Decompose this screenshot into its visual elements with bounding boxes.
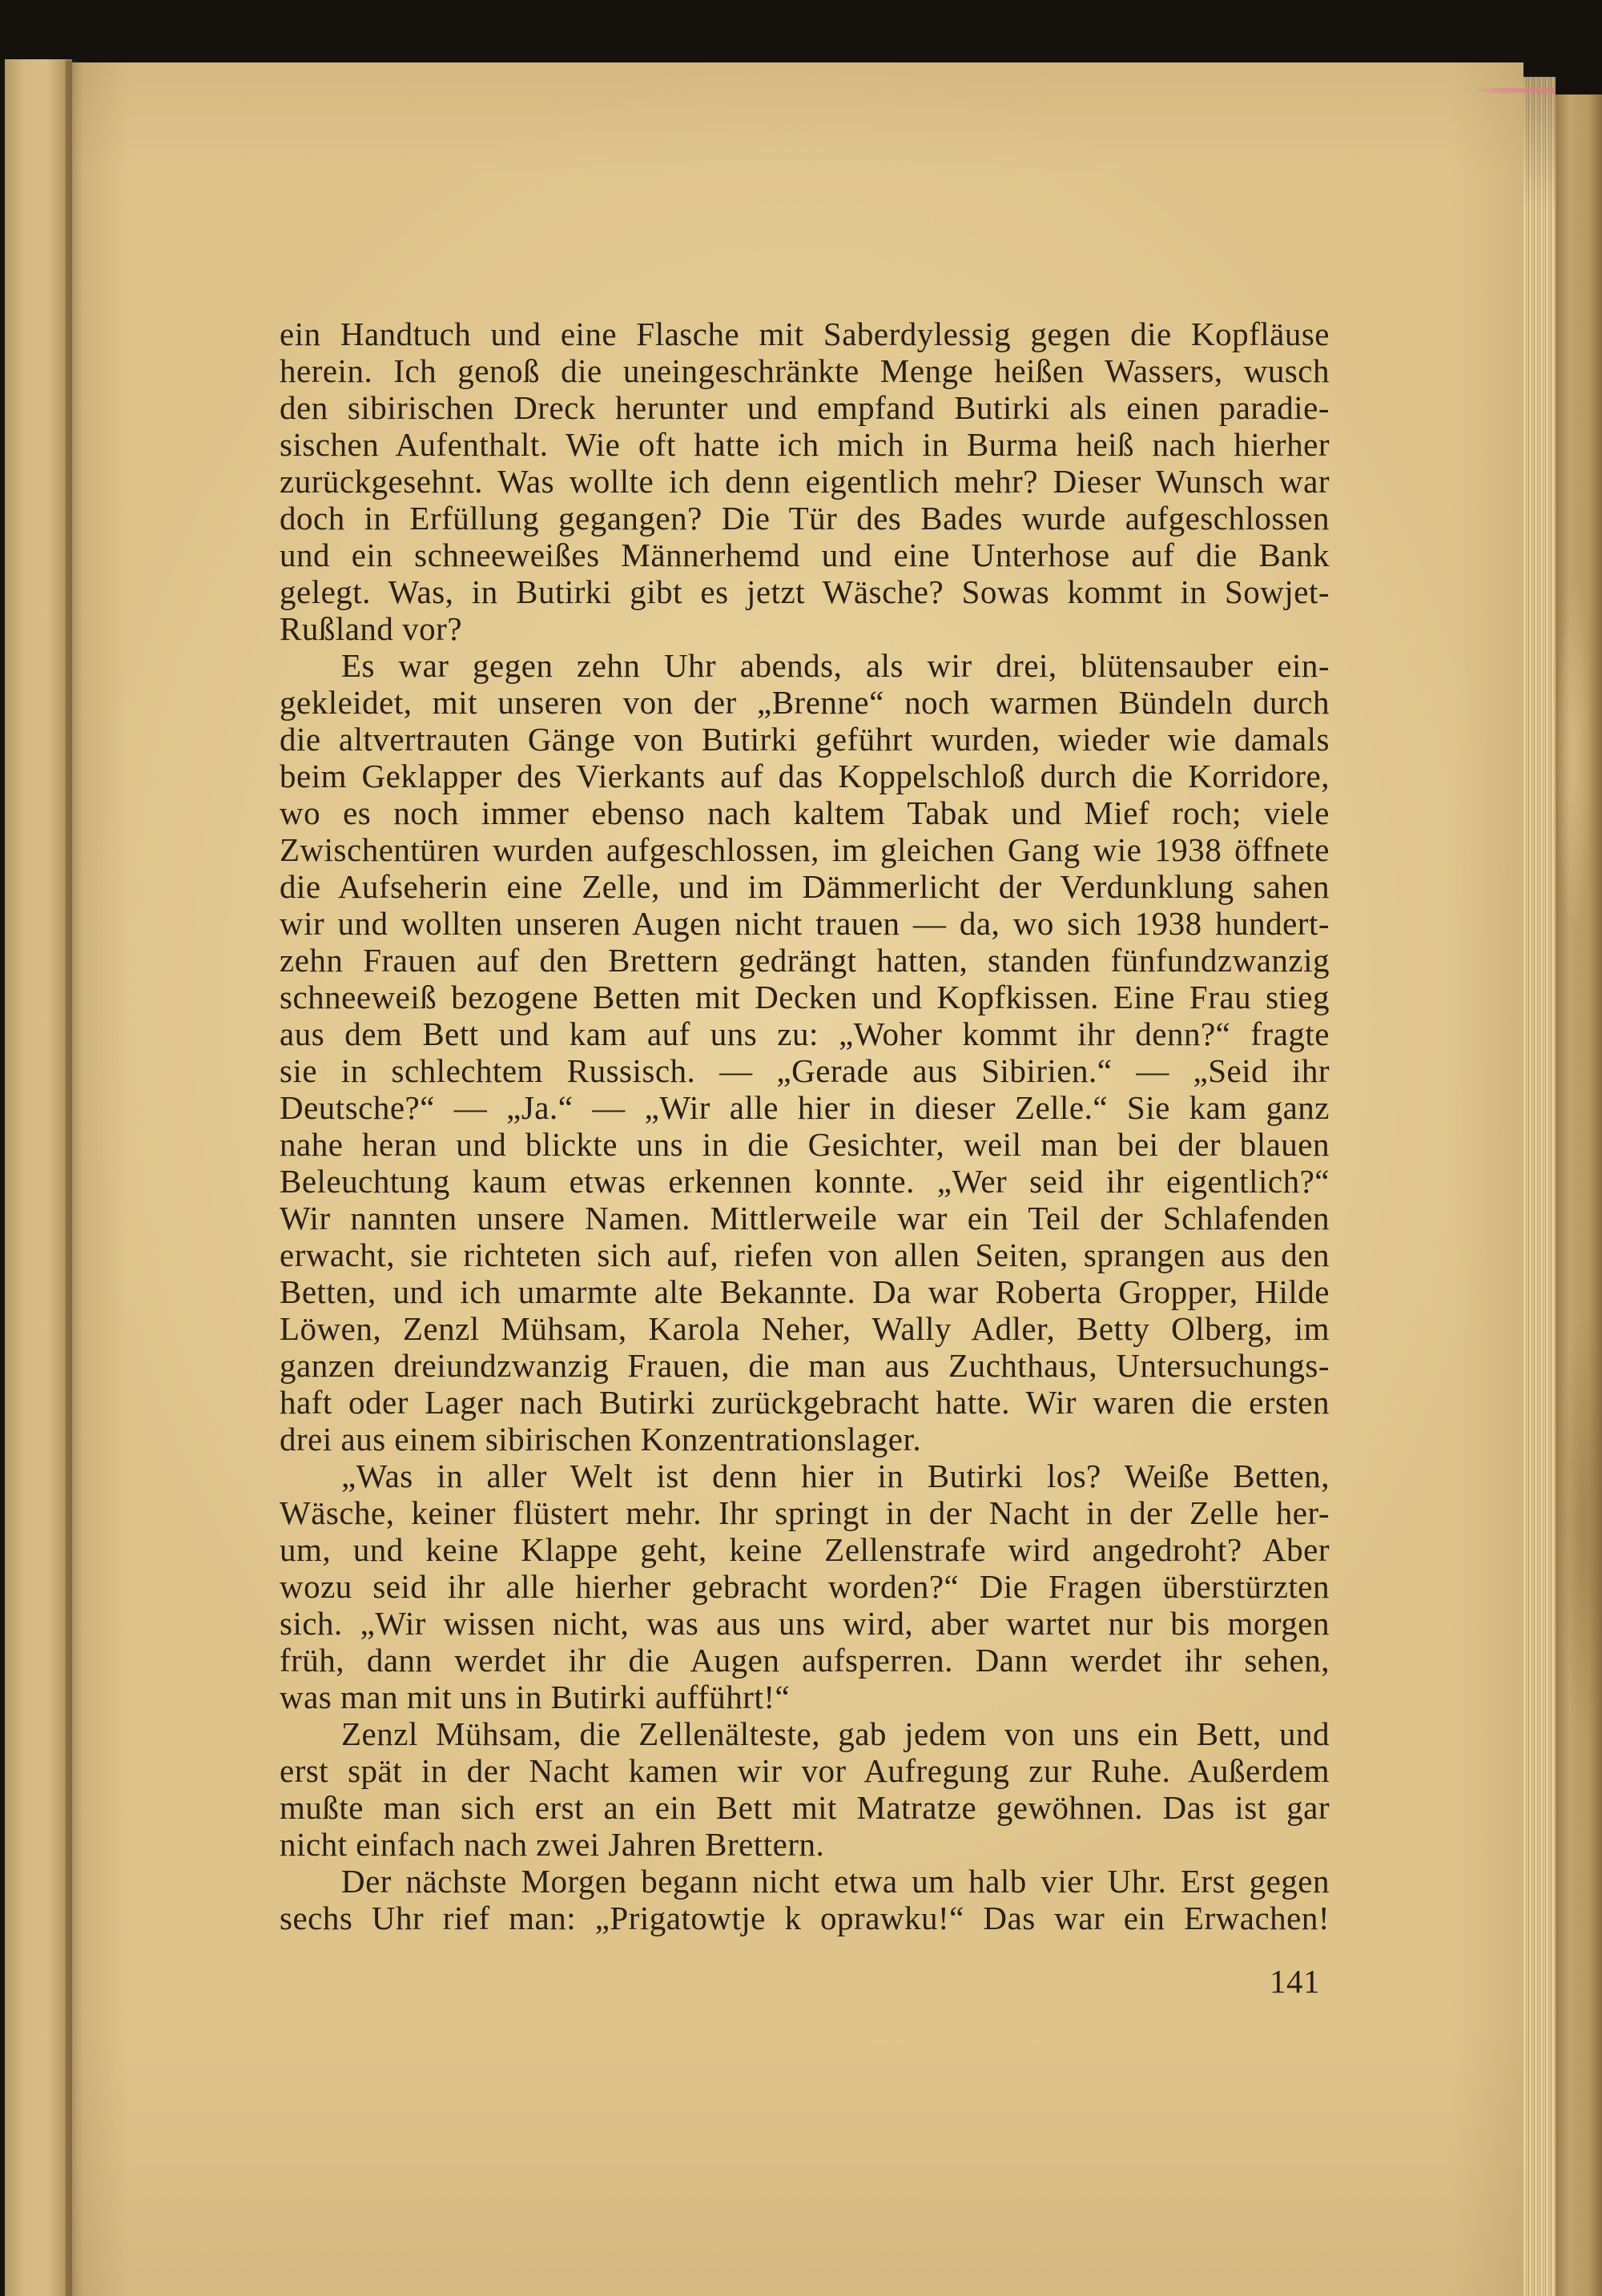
text-line: Zwischentüren wurden aufgeschlossen, im gleichen Gang wie 1938 öffnete — [280, 831, 1330, 868]
text-line: früh, dann werdet ihr die Augen aufsperren. Dann werdet ihr sehen, — [280, 1642, 1330, 1679]
text-line: Beleuchtung kaum etwas erkennen konnte. „Wer seid ihr eigentlich?“ — [280, 1163, 1330, 1200]
text-line: ganzen dreiundzwanzig Frauen, die man aus Zuchthaus, Untersuchungs- — [280, 1347, 1330, 1384]
text-line: schneeweiß bezogene Betten mit Decken und Kopfkissen. Eine Frau stieg — [280, 979, 1330, 1015]
text-line: erst spät in der Nacht kamen wir vor Aufregung zur Ruhe. Außerdem — [280, 1752, 1330, 1789]
text-line: Zenzl Mühsam, die Zellenälteste, gab jedem von uns ein Bett, und — [341, 1715, 1330, 1752]
text-line: Es war gegen zehn Uhr abends, als wir drei, blütensauber ein- — [341, 647, 1330, 684]
text-line: sechs Uhr rief man: „Prigatowtje k oprawku!“ Das war ein Erwachen! — [280, 1900, 1330, 1936]
text-line: beim Geklapper des Vierkants auf das Koppelschloß durch die Korridore, — [280, 758, 1330, 794]
text-line: zurückgesehnt. Was wollte ich denn eigentlich mehr? Dieser Wunsch war — [280, 463, 1330, 500]
text-line: wo es noch immer ebenso nach kaltem Tabak und Mief roch; viele — [280, 794, 1330, 831]
text-line: den sibirischen Dreck herunter und empfand Butirki als einen paradie- — [280, 389, 1330, 426]
body-text — [280, 316, 1330, 1936]
text-line: mußte man sich erst an ein Bett mit Matratze gewöhnen. Das ist gar — [280, 1789, 1330, 1826]
text-line: wir und wollten unseren Augen nicht trauen — da, wo sich 1938 hundert- — [280, 905, 1330, 942]
text-line: Rußland vor? — [280, 610, 463, 647]
cover-edge — [1556, 94, 1602, 2296]
text-line: doch in Erfüllung gegangen? Die Tür des Bades wurde aufgeschlossen — [280, 500, 1330, 537]
text-line: um, und keine Klappe geht, keine Zellenstrafe wird angedroht? Aber — [280, 1531, 1330, 1568]
text-line: sischen Aufenthalt. Wie oft hatte ich mich in Burma heiß nach hierher — [280, 426, 1330, 463]
text-line: Deutsche?“ — „Ja.“ — „Wir alle hier in dieser Zelle.“ Sie kam ganz — [280, 1089, 1330, 1126]
text-line: nicht einfach nach zwei Jahren Brettern. — [280, 1826, 825, 1863]
text-line: Wir nannten unsere Namen. Mittlerweile war ein Teil der Schlafenden — [280, 1200, 1330, 1236]
book-page — [72, 62, 1524, 2296]
text-line: gekleidet, mit unseren von der „Brenne“ noch warmen Bündeln durch — [280, 684, 1330, 721]
text-line: aus dem Bett und kam auf uns zu: „Woher kommt ihr denn?“ fragte — [280, 1015, 1330, 1052]
paragraph-continued — [280, 316, 1330, 647]
text-line: gelegt. Was, in Butirki gibt es jetzt Wäsche? Sowas kommt in Sowjet- — [280, 573, 1330, 610]
text-line: und ein schneeweißes Männerhemd und eine Unterhose auf die Bank — [280, 537, 1330, 573]
text-line: sie in schlechtem Russisch. — „Gerade aus Sibirien.“ — „Seid ihr — [280, 1052, 1330, 1089]
text-line: Löwen, Zenzl Mühsam, Karola Neher, Wally Adler, Betty Olberg, im — [280, 1310, 1330, 1347]
text-line: Wäsche, keiner flüstert mehr. Ihr springt in der Nacht in der Zelle her- — [280, 1494, 1330, 1531]
text-line: wozu seid ihr alle hierher gebracht worden?“ Die Fragen überstürzten — [280, 1568, 1330, 1605]
text-line: sich. „Wir wissen nicht, was aus uns wird, aber wartet nur bis morgen — [280, 1605, 1330, 1642]
text-line: drei aus einem sibirischen Konzentrationslager. — [280, 1421, 922, 1458]
text-line: die altvertrauten Gänge von Butirki geführt wurden, wieder wie damals — [280, 721, 1330, 758]
text-line: die Aufseherin eine Zelle, und im Dämmerlicht der Verdunklung sahen — [280, 868, 1330, 905]
text-line: ein Handtuch und eine Flasche mit Saberdylessig gegen die Kopfläuse — [280, 316, 1330, 352]
text-line: Der nächste Morgen begann nicht etwa um halb vier Uhr. Erst gegen — [341, 1863, 1330, 1900]
paragraph — [280, 1458, 1330, 1715]
text-line: Betten, und ich umarmte alte Bekannte. Da war Roberta Gropper, Hilde — [280, 1273, 1330, 1310]
text-line: herein. Ich genoß die uneingeschränkte Menge heißen Wassers, wusch — [280, 352, 1330, 389]
text-line: zehn Frauen auf den Brettern gedrängt hatten, standen fünfundzwanzig — [280, 942, 1330, 979]
paragraph — [280, 647, 1330, 1458]
text-line: nahe heran und blickte uns in die Gesichter, weil man bei der blauen — [280, 1126, 1330, 1163]
paragraph — [280, 1715, 1330, 1863]
page-edges — [1524, 77, 1556, 2296]
text-line: was man mit uns in Butirki aufführt!“ — [280, 1679, 791, 1715]
facing-page-margin — [5, 59, 72, 2296]
page-edge-tint — [1474, 88, 1556, 93]
paragraph-continues — [280, 1863, 1330, 1936]
text-line: haft oder Lager nach Butirki zurückgebracht hatte. Wir waren die ersten — [280, 1384, 1330, 1421]
page-number: 141 — [1270, 1963, 1320, 2000]
binding-gutter — [66, 61, 83, 2296]
text-line: erwacht, sie richteten sich auf, riefen von allen Seiten, sprangen aus den — [280, 1236, 1330, 1273]
text-line: „Was in aller Welt ist denn hier in Butirki los? Weiße Betten, — [341, 1458, 1330, 1494]
